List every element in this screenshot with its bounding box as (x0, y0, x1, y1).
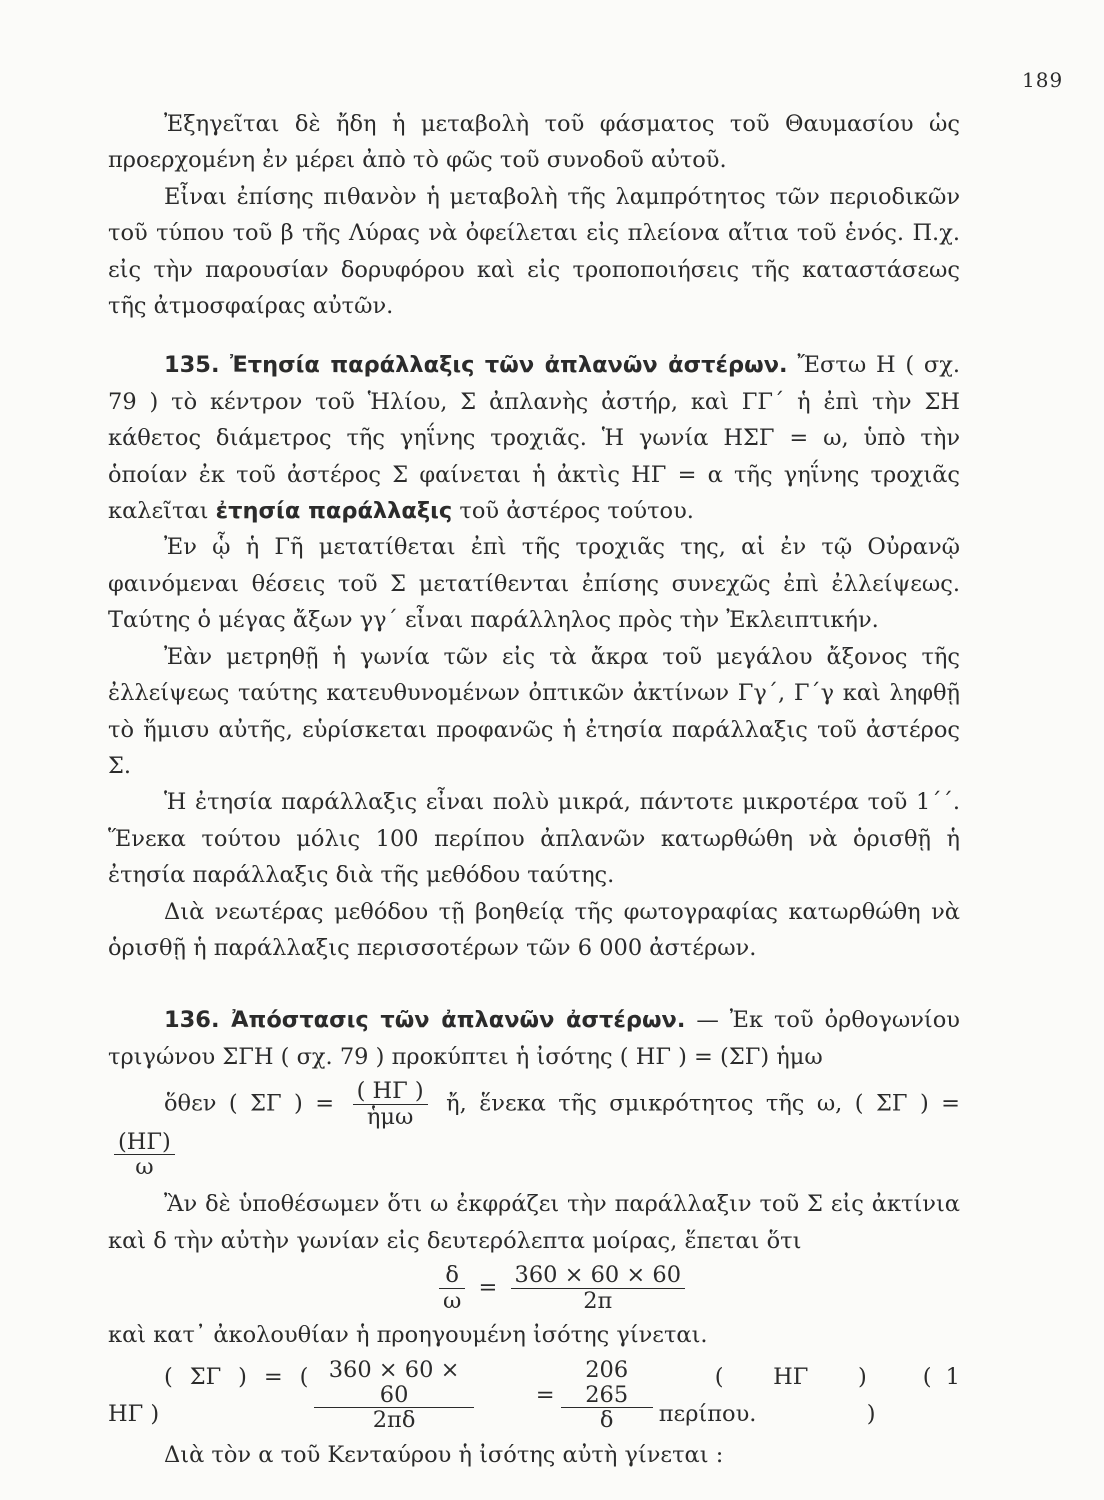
eq3-fraction-2 (561, 1358, 653, 1433)
paragraph-radians: Ἂν δὲ ὑποθέσωμεν ὅτι ω ἐκφράζει τὴν παράλλαξιν τοῦ Σ εἰς ἀκτίνια καὶ δ τὴν αὐτὴν γωνίαν εἰς δευτερόλεπτα μοίρας, ἕπεται ὅτι (108, 1191, 960, 1254)
page-number: 189 (1022, 68, 1064, 92)
section-135-heading: 135. Ἐτησία παράλλαξις τῶν ἀπλανῶν ἀστέρων. (164, 352, 788, 379)
eq2-left-fraction (439, 1263, 465, 1314)
paragraph-ellipse: Ἐν ᾧ ἡ Γῆ μετατίθεται ἐπὶ τῆς τροχιᾶς της, αἱ ἐν τῷ Οὐρανῷ φαινόμεναι θέσεις τοῦ Σ μετατίθενται ἐπίσης συνεχῶς ἐπὶ ἐλλείψεως. Ταύτης ὁ μέγας ἄξων γγ΄ εἶναι παράλληλος πρὸς τὴν Ἐκλειπτικήν. (108, 534, 960, 634)
eq1-fraction (353, 1079, 428, 1130)
paragraph-small-parallax: Ἡ ἐτησία παράλλαξις εἶναι πολὺ μικρά, πάντοτε μικροτέρα τοῦ 1΄΄. Ἕνεκα τούτου μόλις 100 περίπου ἀπλανῶν κατωρθώθη νὰ ὁρισθῇ ἡ ἐτησία παράλλαξις διὰ τῆς μεθόδου ταύτης. (108, 789, 960, 889)
paragraph-theta-spectrum: Ἐξηγεῖται δὲ ἤδη ἡ μεταβολὴ τοῦ φάσματος τοῦ Θαυμασίου ὡς προερχομένη ἐν μέρει ἀπὸ τὸ φῶς τοῦ συνοδοῦ αὐτοῦ. (108, 111, 960, 174)
eq1-denominator: ἡμω (366, 1103, 414, 1130)
eq3-denominator-1: 2πδ (372, 1407, 416, 1434)
eq1b-fraction (114, 1130, 175, 1181)
paragraph-consequently: καὶ κατ᾽ ἀκολουθίαν ἡ προηγουμένη ἰσότης γίνεται. (108, 1322, 708, 1349)
eq2-equals: = (478, 1274, 498, 1301)
equation-sigma-gamma (108, 1079, 960, 1180)
equation-number: ( 1 ) (866, 1364, 960, 1427)
section-135-text-a: Ἔστω Η ( σχ. 79 ) τὸ κέντρον τοῦ Ἡλίου, Σ ἀπλανὴς ἀστήρ, καὶ ΓΓ΄ ἡ ἐπὶ τὴν ΣΗ κάθετος διάμετρος τῆς γηΐνης τροχιᾶς. Ἡ γωνία ΗΣΓ = ω, ὑπὸ τὴν ὁποίαν ἐκ τοῦ ἀστέρος Σ φαίνεται ἡ ἀκτὶς ΗΓ = α τῆς γηΐνης τροχιᾶς καλεῖται (108, 352, 960, 525)
term-annual-parallax: ἐτησία παράλλαξις (215, 498, 453, 525)
eq3-suffix: ( ΗΓ ) περίπου. (658, 1364, 867, 1427)
eq2-left-denominator: ω (442, 1287, 462, 1314)
eq1b-denominator: ω (135, 1154, 154, 1181)
section-136 (108, 1002, 960, 1075)
eq3-denominator-2: δ (599, 1407, 614, 1434)
page-body (108, 106, 960, 1474)
eq2-right-fraction (511, 1263, 686, 1314)
section-136-heading: 136. Ἀπόστασις τῶν ἀπλανῶν ἀστέρων. (164, 1007, 686, 1034)
eq3-numerator-2: 206 265 (561, 1358, 653, 1409)
eq3-fraction-1 (314, 1358, 473, 1433)
eq1b-numerator: (ΗΓ) (114, 1130, 175, 1156)
equation-delta-omega (108, 1263, 960, 1314)
eq3-numerator-1: 360 × 60 × 60 (314, 1358, 473, 1409)
eq1-numerator: ( ΗΓ ) (353, 1079, 428, 1105)
eq2-right-denominator: 2π (583, 1287, 613, 1314)
equation-1 (108, 1358, 960, 1433)
eq2-right-numerator: 360 × 60 × 60 (511, 1263, 686, 1289)
paragraph-photography: Διὰ νεωτέρας μεθόδου τῇ βοηθείᾳ τῆς φωτογραφίας κατωρθώθη νὰ ὁρισθῇ ἡ παράλλαξις περισσοτέρων τῶν 6 000 ἀστέρων. (108, 898, 960, 961)
section-135-text-b: τοῦ ἀστέρος τούτου. (459, 498, 694, 525)
eq3-prefix: ( ΣΓ ) = ( ΗΓ ) (108, 1364, 309, 1427)
section-136-text-a: — Ἐκ τοῦ ὀρθογωνίου τριγώνου ΣΓΗ ( σχ. 79 ) προκύπτει ἡ ἰσότης ( ΗΓ ) = (ΣΓ) ἡμω (108, 1007, 960, 1070)
eq1-prefix: ὅθεν ( ΣΓ ) = (164, 1090, 335, 1117)
section-135 (108, 347, 960, 529)
eq2-left-numerator: δ (439, 1263, 465, 1289)
paragraph-beta-lyrae: Εἶναι ἐπίσης πιθανὸν ἡ μεταβολὴ τῆς λαμπρότητος τῶν περιοδικῶν τοῦ τύπου τοῦ β τῆς Λύρας νὰ ὀφείλεται εἰς πλείονα αἴτια τοῦ ἑνός. Π.χ. εἰς τὴν παρουσίαν δορυφόρου καὶ εἰς τροποποιήσεις τῆς καταστάσεως τῆς ἀτμοσφαίρας αὐτῶν. (108, 183, 960, 320)
eq3-equals: = (535, 1382, 555, 1409)
paragraph-measure-angle: Ἐὰν μετρηθῇ ἡ γωνία τῶν εἰς τὰ ἄκρα τοῦ μεγάλου ἄξονος τῆς ἐλλείψεως ταύτης κατευθυνομένων ὀπτικῶν ἀκτίνων Γγ΄, Γ΄γ καὶ ληφθῇ τὸ ἥμισυ αὐτῆς, εὑρίσκεται προφανῶς ἡ ἐτησία παράλλαξις τοῦ ἀστέρος Σ. (108, 643, 960, 779)
eq1-middle: ἤ, ἕνεκα τῆς σμικρότητος τῆς ω, ( ΣΓ ) = (446, 1090, 961, 1117)
paragraph-alpha-centauri: Διὰ τὸν α τοῦ Κενταύρου ἡ ἰσότης αὐτὴ γίνεται : (164, 1442, 724, 1469)
